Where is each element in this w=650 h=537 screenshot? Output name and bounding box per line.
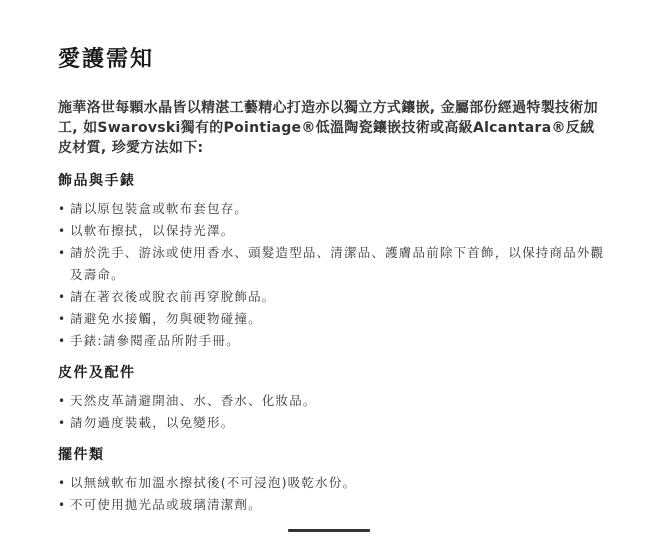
- section-figurines: [58, 444, 606, 516]
- list-item-text: 請避免水接觸，勿與硬物碰撞。: [70, 311, 262, 326]
- list-item-text: 以無絨軟布加溫水擦拭後(不可浸泡)吸乾水份。: [70, 475, 357, 490]
- list-item: [58, 330, 606, 352]
- bullet-icon: •: [58, 498, 67, 512]
- scroll-indicator[interactable]: [288, 529, 370, 532]
- list-item: [58, 494, 606, 516]
- section-heading: 皮件及配件: [58, 365, 136, 381]
- list-item-text: 手錶:請參閱產品所附手冊。: [70, 333, 240, 348]
- section-jewelry-watches: [58, 170, 606, 352]
- list-item-text: 請於洗手、游泳或使用香水、頭髮造型品、清潔品、護膚品前除下首飾，以保持商品外觀及壽命。: [70, 245, 605, 282]
- bullet-icon: •: [58, 246, 67, 260]
- list-item: [58, 308, 606, 330]
- care-instructions: [58, 44, 606, 526]
- intro-paragraph: 施華洛世每顆水晶皆以精湛工藝精心打造亦以獨立方式鑲嵌, 金屬部份經過特製技術加工, 如Swarovski獨有的Pointiage®低溫陶瓷鑲嵌技術或高級Alcantara®反絨皮材質, 珍愛方法如下:: [58, 100, 598, 156]
- list-item: [58, 198, 606, 220]
- bullet-icon: •: [58, 224, 67, 238]
- section-leather-accessories: [58, 362, 606, 434]
- list-item: [58, 390, 606, 412]
- list-item-text: 天然皮革請避開油、水、香水、化妝品。: [70, 393, 317, 408]
- bullet-icon: •: [58, 334, 67, 348]
- bullet-icon: •: [58, 394, 67, 408]
- list-item-text: 請勿過度裝載，以免變形。: [70, 415, 235, 430]
- list-item-text: 以軟布擦拭，以保持光澤。: [70, 223, 235, 238]
- bullet-icon: •: [58, 290, 67, 304]
- list-item-text: 不可使用拋光品或玻璃清潔劑。: [70, 497, 262, 512]
- care-list: [58, 390, 606, 434]
- bullet-icon: •: [58, 202, 67, 216]
- care-list: [58, 198, 606, 352]
- page-title: 愛護需知: [58, 47, 155, 72]
- list-item: [58, 220, 606, 242]
- care-list: [58, 472, 606, 516]
- list-item: [58, 242, 606, 286]
- bullet-icon: •: [58, 476, 67, 490]
- list-item: [58, 412, 606, 434]
- list-item: [58, 286, 606, 308]
- bullet-icon: •: [58, 312, 67, 326]
- list-item-text: 請以原包裝盒或軟布套包存。: [70, 201, 249, 216]
- bullet-icon: •: [58, 416, 67, 430]
- list-item-text: 請在著衣後或脫衣前再穿脫飾品。: [70, 289, 276, 304]
- section-heading: 飾品與手錶: [58, 173, 136, 189]
- list-item: [58, 472, 606, 494]
- section-heading: 擺件類: [58, 447, 105, 463]
